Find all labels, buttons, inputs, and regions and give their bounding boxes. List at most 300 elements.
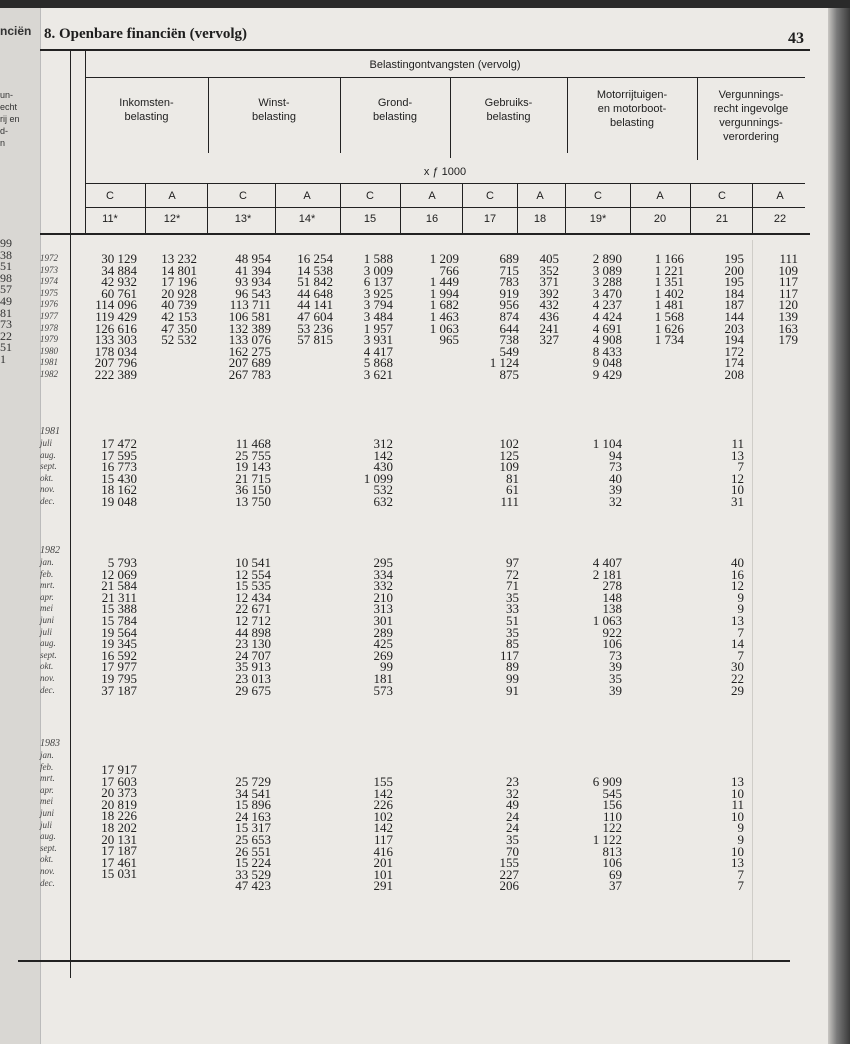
table-cell: 269 [373, 647, 393, 663]
table-cell: 1 351 [654, 274, 684, 290]
table-cell: 109 [499, 459, 519, 475]
table-cell: 10 [731, 785, 744, 801]
row-label: 1975 [40, 287, 58, 298]
table-cell: 3 089 [592, 262, 622, 278]
table-cell: 15 784 [101, 612, 137, 628]
row-label: juni [40, 615, 55, 625]
row-label: juli [40, 626, 53, 637]
table-cell: 40 [609, 470, 622, 486]
data-column-17 [449, 438, 519, 508]
code-cell-divider [462, 183, 463, 235]
table-cell: 42 932 [101, 274, 137, 290]
table-cell: 34 884 [101, 262, 137, 278]
table-cell: 267 783 [228, 366, 271, 382]
column-code: A [303, 190, 311, 202]
table-cell: 371 [539, 274, 559, 290]
group-divider [340, 78, 341, 153]
table-cell: 10 [731, 482, 744, 498]
fragment-text-line: un- [0, 90, 14, 100]
table-cell: 12 554 [235, 566, 271, 582]
year-label: 1983 [40, 738, 60, 749]
code-cell-divider [145, 183, 146, 235]
table-cell: 1 481 [654, 297, 684, 313]
group-divider [697, 78, 698, 160]
table-cell: 12 069 [101, 566, 137, 582]
row-label: 1980 [40, 345, 58, 356]
table-cell: 9 [737, 820, 744, 836]
table-cell: 37 187 [101, 682, 137, 698]
table-cell: 16 254 [297, 251, 333, 266]
table-cell: 301 [373, 612, 393, 628]
table-cell: 174 [724, 355, 744, 371]
table-cell: 13 232 [161, 251, 197, 266]
table-cell: 1 063 [592, 612, 622, 628]
row-label: juli [40, 819, 53, 830]
table-cell: 6 909 [592, 774, 622, 789]
fragment-number: 49 [0, 294, 12, 308]
row-label: nov. [40, 866, 55, 876]
table-cell: 17 187 [101, 843, 137, 859]
previous-page-edge [0, 8, 41, 1044]
table-cell: 110 [602, 808, 622, 824]
left-fragment-heading: nciën [0, 24, 32, 38]
table-cell: 99 [506, 670, 519, 686]
table-cell: 573 [373, 682, 393, 698]
fragment-number: 22 [0, 328, 12, 343]
column-number: 19* [589, 213, 607, 225]
table-cell: 1 734 [654, 332, 684, 348]
table-cell: 33 [506, 601, 519, 617]
table-cell: 11 468 [235, 436, 271, 451]
table-cell: 9 [737, 601, 744, 617]
table-cell: 1 124 [489, 355, 519, 371]
table-cell: 142 [373, 785, 393, 801]
table-cell: 72 [506, 566, 519, 582]
table-cell: 102 [373, 808, 393, 824]
table-cell: 874 [499, 308, 519, 324]
table-cell: 41 394 [235, 262, 271, 278]
table-cell: 85 [506, 636, 519, 652]
fragment-number: 73 [0, 317, 12, 332]
data-column-21 [674, 557, 744, 696]
row-label: sept. [40, 461, 57, 472]
column-number: 13* [234, 213, 252, 225]
data-column-15 [323, 253, 393, 381]
table-top-rule [40, 49, 810, 51]
table-cell: 91 [506, 682, 519, 698]
table-cell: 5 793 [107, 555, 137, 570]
table-cell: 278 [602, 578, 622, 594]
column-number: 14* [298, 213, 316, 225]
faint-show-through-line [752, 240, 753, 960]
table-cell: 40 [731, 555, 744, 570]
table-cell: 23 013 [235, 670, 271, 686]
group-divider [450, 78, 451, 158]
row-label: 1976 [40, 299, 58, 310]
table-cell: 17 461 [101, 854, 137, 870]
data-column-19 [552, 776, 622, 892]
table-cell: 7 [737, 878, 744, 894]
table-cell: 114 096 [95, 297, 137, 313]
table-cell: 15 535 [235, 578, 271, 594]
table-cell: 1 104 [592, 436, 622, 451]
table-cell: 109 [778, 262, 798, 278]
table-cell: 15 896 [235, 797, 271, 813]
data-column-19 [552, 438, 622, 508]
table-cell: 206 [499, 878, 519, 894]
table-cell: 13 [731, 855, 744, 871]
data-column-19 [552, 253, 622, 381]
table-cell: 207 796 [94, 355, 137, 371]
table-cell: 16 [731, 566, 744, 582]
row-label: mei [40, 796, 53, 807]
column-code: C [718, 190, 726, 202]
table-cell: 1 099 [363, 470, 393, 486]
table-cell: 632 [373, 493, 393, 509]
table-cell: 47 604 [297, 308, 333, 324]
table-cell: 70 [506, 843, 519, 859]
group-header-label: Motorrijtuigen- en motorboot- belasting [596, 89, 668, 129]
table-cell: 313 [373, 601, 393, 617]
table-cell: 48 954 [235, 251, 271, 266]
row-label: okt. [40, 472, 54, 483]
data-column-18 [489, 253, 559, 346]
table-cell: 644 [499, 320, 519, 336]
row-label: dec. [40, 496, 55, 506]
table-cell: 60 761 [101, 285, 137, 301]
data-column-17 [449, 776, 519, 892]
table-cell: 20 819 [101, 796, 137, 812]
column-number: 22 [773, 213, 787, 225]
table-cell: 10 541 [235, 555, 271, 570]
table-cell: 9 [737, 589, 744, 605]
table-cell: 10 [731, 808, 744, 824]
table-cell: 21 311 [101, 589, 137, 605]
table-cell: 1 449 [429, 274, 459, 290]
table-cell: 7 [737, 866, 744, 882]
table-cell: 203 [724, 320, 744, 336]
table-cell: 4 691 [592, 320, 622, 336]
fragment-text-line: d- [0, 126, 9, 136]
table-cell: 312 [373, 436, 393, 451]
data-column-21 [674, 776, 744, 892]
table-cell: 715 [499, 262, 519, 278]
table-cell: 208 [724, 366, 744, 382]
table-cell: 133 076 [228, 332, 271, 348]
table-cell: 26 551 [235, 843, 271, 859]
table-cell: 106 581 [228, 308, 271, 324]
table-cell: 15 224 [235, 855, 271, 871]
table-cell: 532 [373, 482, 393, 498]
row-label: 1974 [40, 276, 58, 287]
table-cell: 210 [373, 589, 393, 605]
table-cell: 416 [373, 843, 393, 859]
table-cell: 327 [539, 332, 559, 348]
table-cell: 1 166 [654, 251, 684, 266]
book-edge [828, 8, 850, 1044]
row-label: 1982 [40, 369, 58, 379]
table-cell: 117 [778, 274, 798, 290]
table-cell: 18 226 [101, 808, 137, 824]
fragment-number: 57 [0, 282, 12, 297]
data-column-19 [552, 557, 622, 696]
table-cell: 195 [724, 274, 744, 290]
table-cell: 93 934 [235, 274, 271, 290]
table-cell: 36 150 [235, 482, 271, 498]
table-cell: 392 [539, 285, 559, 301]
table-cell: 106 [602, 636, 622, 652]
row-label: mei [40, 603, 53, 614]
table-cell: 51 842 [297, 274, 333, 290]
column-code: C [366, 190, 374, 202]
table-cell: 9 429 [592, 366, 622, 382]
table-cell: 18 202 [101, 819, 137, 835]
fragment-text-line: echt [0, 102, 18, 112]
code-cell-divider [275, 183, 276, 235]
table-cell: 39 [609, 682, 622, 698]
table-cell: 34 541 [235, 785, 271, 801]
table-cell: 71 [506, 578, 519, 594]
table-cell: 965 [439, 332, 459, 348]
table-cell: 23 [506, 774, 519, 789]
table-cell: 12 434 [235, 589, 271, 605]
table-cell: 1 463 [429, 308, 459, 324]
table-cell: 405 [539, 251, 559, 266]
column-code: C [106, 190, 114, 202]
row-label: 1979 [40, 334, 58, 345]
table-cell: 117 [778, 285, 798, 301]
table-cell: 53 236 [297, 320, 333, 336]
row-label: feb. [40, 568, 54, 579]
table-cell: 111 [500, 493, 519, 509]
row-label: 1981 [40, 357, 58, 368]
table-cell: 7 [737, 459, 744, 475]
row-label: aug. [40, 831, 56, 842]
table-cell: 187 [724, 297, 744, 313]
table-cell: 47 350 [161, 320, 197, 336]
data-column-17 [449, 557, 519, 696]
table-cell: 11 [731, 436, 744, 451]
column-code: C [594, 190, 602, 202]
table-cell: 1 063 [429, 320, 459, 336]
table-cell: 96 543 [235, 285, 271, 301]
table-cell: 35 [609, 670, 622, 686]
table-cell: 138 [602, 601, 622, 617]
table-cell: 23 130 [235, 636, 271, 652]
row-label: 1977 [40, 311, 58, 321]
codes-top-rule [85, 183, 805, 184]
table-cell: 4 407 [592, 555, 622, 570]
table-cell: 14 [731, 636, 744, 652]
table-cell: 163 [778, 320, 798, 336]
table-cell: 13 [731, 447, 744, 463]
table-cell: 19 143 [235, 459, 271, 475]
table-cell: 783 [499, 274, 519, 290]
table-cell: 156 [602, 797, 622, 813]
table-cell: 40 739 [161, 297, 197, 313]
row-label: 1978 [40, 322, 58, 333]
data-column-13 [201, 253, 271, 381]
table-cell: 21 584 [101, 578, 137, 594]
code-cell-divider [400, 183, 401, 235]
table-cell: 919 [499, 285, 519, 301]
row-label: 1972 [40, 253, 58, 263]
group-divider [567, 78, 568, 153]
table-cell: 120 [778, 297, 798, 313]
table-cell: 101 [373, 866, 393, 882]
column-number: 21 [715, 213, 729, 225]
code-cell-divider [207, 183, 208, 235]
table-cell: 22 671 [235, 601, 271, 617]
table-cell: 178 034 [94, 343, 137, 359]
data-column-13 [201, 776, 271, 892]
table-cell: 17 196 [161, 274, 197, 290]
table-cell: 31 [731, 493, 744, 509]
fragment-number: 99 [0, 236, 12, 250]
table-cell: 1 682 [429, 297, 459, 313]
table-cell: 33 529 [235, 866, 271, 882]
column-code: A [656, 190, 664, 202]
row-label: apr. [40, 591, 54, 602]
table-cell: 89 [506, 659, 519, 675]
table-cell: 19 795 [101, 670, 137, 686]
table-cell: 132 389 [228, 320, 271, 336]
table-cell: 425 [373, 636, 393, 652]
table-cell: 207 689 [228, 355, 271, 371]
table-cell: 3 925 [363, 285, 393, 301]
table-cell: 148 [602, 589, 622, 605]
year-label: 1982 [40, 545, 60, 556]
row-label: apr. [40, 784, 54, 795]
table-cell: 16 592 [101, 647, 137, 663]
table-cell: 35 913 [235, 659, 271, 675]
table-cell: 4 237 [592, 297, 622, 313]
table-cell: 194 [724, 332, 744, 348]
row-label: mrt. [40, 580, 55, 591]
data-column-15 [323, 776, 393, 892]
table-cell: 106 [602, 855, 622, 871]
row-label: okt. [40, 854, 54, 865]
column-code: A [428, 190, 436, 202]
table-cell: 11 [731, 797, 744, 813]
year-label: 1981 [40, 426, 60, 437]
table-cell: 1 588 [363, 251, 393, 266]
table-cell: 142 [373, 820, 393, 836]
table-cell: 133 303 [94, 332, 137, 348]
row-label: okt. [40, 661, 54, 672]
table-cell: 35 [506, 831, 519, 847]
table-cell: 7 [737, 624, 744, 640]
table-cell: 3 931 [363, 332, 393, 348]
column-code: C [486, 190, 494, 202]
row-label: nov. [40, 484, 55, 495]
table-cell: 17 595 [101, 447, 137, 463]
data-column-11 [67, 764, 137, 880]
table-cell: 47 423 [235, 878, 271, 894]
table-cell: 17 603 [101, 773, 137, 789]
table-cell: 1 221 [654, 262, 684, 278]
table-cell: 201 [373, 855, 393, 871]
table-cell: 12 [731, 578, 744, 594]
table-cell: 25 653 [235, 831, 271, 847]
table-cell: 49 [506, 797, 519, 813]
table-cell: 44 141 [297, 297, 333, 313]
table-cell: 1 957 [363, 320, 393, 336]
table-cell: 81 [506, 470, 519, 486]
table-cell: 7 [737, 647, 744, 663]
table-cell: 436 [539, 308, 559, 324]
row-label: aug. [40, 638, 56, 649]
table-cell: 432 [539, 297, 559, 313]
code-cell-divider [630, 183, 631, 235]
table-cell: 29 [731, 682, 744, 698]
data-column-13 [201, 438, 271, 508]
table-cell: 200 [724, 262, 744, 278]
group-divider [208, 78, 209, 153]
data-column-22 [728, 253, 798, 346]
row-label: juli [40, 438, 53, 448]
table-cell: 155 [373, 774, 393, 789]
table-cell: 181 [373, 670, 393, 686]
table-cell: 20 373 [101, 785, 137, 801]
codes-mid-rule [85, 207, 805, 208]
super-header: Belastingontvangsten (vervolg) [369, 59, 521, 71]
table-cell: 9 048 [592, 355, 622, 371]
table-cell: 52 532 [161, 332, 197, 348]
table-cell: 139 [778, 308, 798, 324]
table-cell: 126 616 [94, 320, 137, 336]
table-cell: 17 917 [101, 762, 137, 777]
row-label: jan. [40, 750, 54, 760]
table-cell: 13 [731, 774, 744, 789]
data-column-21 [674, 438, 744, 508]
table-cell: 99 [380, 659, 393, 675]
table-cell: 25 729 [235, 774, 271, 789]
table-cell: 4 424 [592, 308, 622, 324]
code-cell-divider [690, 183, 691, 235]
table-cell: 195 [724, 251, 744, 266]
table-cell: 39 [609, 482, 622, 498]
column-number: 15 [363, 213, 377, 225]
table-cell: 30 129 [101, 251, 137, 266]
fragment-text-line: rij en [0, 114, 20, 124]
table-cell: 69 [609, 866, 622, 882]
group-header-label: Winst- belasting [251, 97, 297, 123]
table-cell: 117 [499, 647, 519, 663]
table-cell: 922 [602, 624, 622, 640]
table-cell: 334 [373, 566, 393, 582]
table-cell: 142 [373, 447, 393, 463]
column-code: A [776, 190, 784, 202]
table-cell: 738 [499, 332, 519, 348]
table-cell: 73 [609, 647, 622, 663]
table-cell: 24 [506, 808, 519, 824]
table-cell: 289 [373, 624, 393, 640]
table-cell: 1 402 [654, 285, 684, 301]
table-cell: 44 898 [235, 624, 271, 640]
table-cell: 9 [737, 831, 744, 847]
table-cell: 3 470 [592, 285, 622, 301]
row-label: 1973 [40, 264, 58, 275]
table-cell: 20 131 [101, 831, 137, 847]
table-cell: 10 [731, 843, 744, 859]
table-cell: 19 048 [101, 493, 137, 509]
table-cell: 226 [373, 797, 393, 813]
table-cell: 3 009 [363, 262, 393, 278]
column-number: 17 [483, 213, 497, 225]
table-cell: 291 [373, 878, 393, 894]
table-cell: 12 712 [235, 612, 271, 628]
